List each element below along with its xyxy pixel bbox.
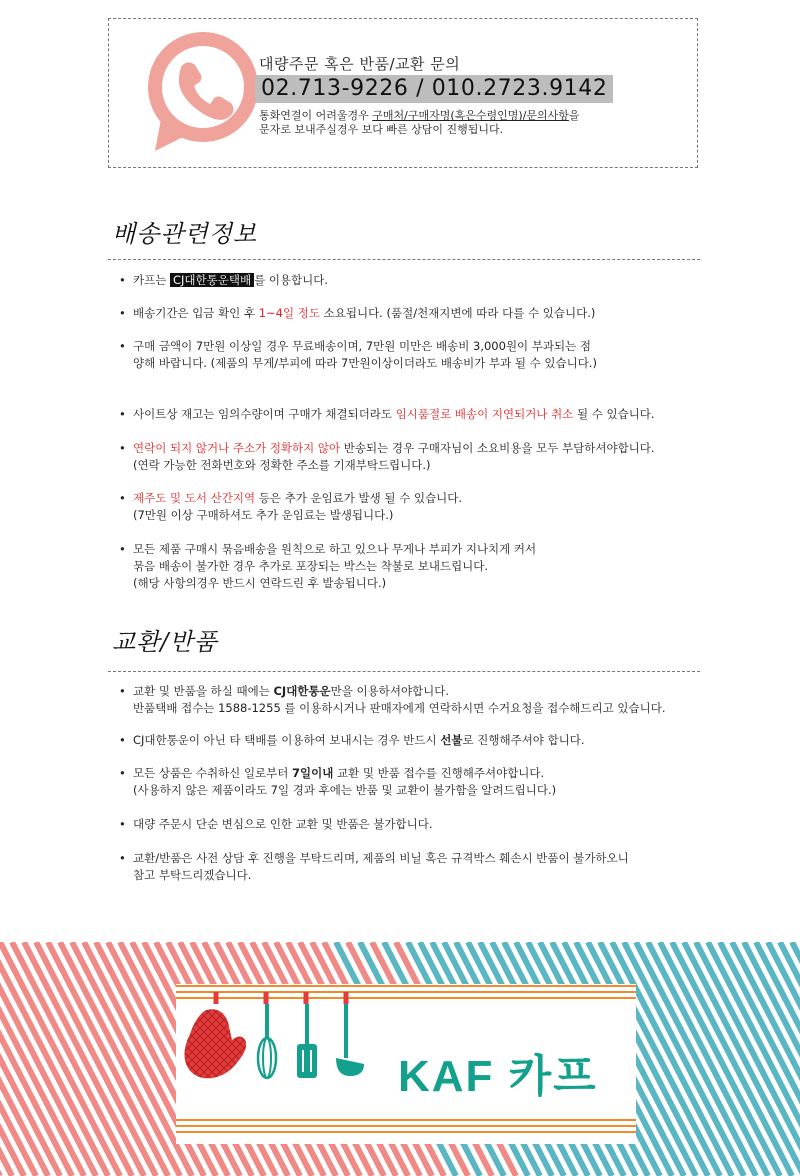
- shipping-heading: 배송관련정보: [112, 220, 258, 248]
- list-text-bold: 선불: [440, 733, 463, 747]
- list-text: 만을 이용하셔야합니다.: [330, 684, 450, 698]
- whisk-icon: [254, 1004, 280, 1080]
- list-text-red: 임시품절로 배송이 지연되거나 취소: [395, 407, 574, 421]
- bullet: •: [119, 766, 126, 780]
- bullet: •: [119, 684, 126, 698]
- list-text: 소요됩니다. (품절/천재지변에 따라 다를 수 있습니다.): [319, 306, 596, 320]
- contact-note-underlined: 구매처/구매자명(혹은수령인명)/문의사항: [372, 109, 569, 122]
- bullet: •: [119, 339, 126, 353]
- list-text: 모든 상품은 수취하신 일로부터: [133, 766, 293, 780]
- list-text-bold: CJ대한통운: [273, 684, 331, 698]
- bullet: •: [119, 491, 126, 505]
- list-text: 묶음 배송이 불가한 경우 추가로 포장되는 박스는 착불로 보내드립니다.: [133, 559, 489, 573]
- list-text-bold: 7일이내: [292, 766, 334, 780]
- list-text: 양해 바랍니다. (제품의 무게/부피에 따라 7만원이상이더라도 배송비가 부과 될 수 있습니다.): [133, 356, 597, 370]
- list-text: 로 진행해주셔야 합니다.: [462, 733, 585, 747]
- bullet: •: [119, 542, 126, 556]
- list-text-red: 제주도 및 도서 산간지역: [133, 491, 256, 505]
- bullet: •: [119, 733, 126, 747]
- bullet: •: [119, 817, 126, 831]
- logo-text: KAF 카프: [398, 1052, 598, 1101]
- contact-title: 대량주문 혹은 반품/교환 문의: [259, 55, 461, 73]
- footer-banner: [0, 942, 800, 1176]
- list-text: 반품택배 접수는 1588-1255 를 이용하시거나 판매자에게 연락하시면 수거요청을 접수해드리고 있습니다.: [133, 701, 666, 715]
- divider: [108, 671, 700, 672]
- list-text: 교환 및 반품 접수를 진행해주셔야합니다.: [333, 766, 545, 780]
- contact-note: [259, 109, 580, 137]
- list-text: (7만원 이상 구매하셔도 추가 운임료는 발생됩니다.): [133, 508, 394, 522]
- logo-card: [176, 984, 636, 1144]
- list-text: 사이트상 재고는 임의수량이며 구매가 채결되더라도: [133, 407, 396, 421]
- courier-highlight: CJ대한통운택배: [170, 273, 254, 287]
- list-text: (사용하지 않은 제품이라도 7일 경과 후에는 반품 및 교환이 불가함을 알려드립니다.): [133, 783, 557, 797]
- list-text: 등은 추가 운임료가 발생 될 수 있습니다.: [255, 491, 463, 505]
- list-text: 구매 금액이 7만원 이상일 경우 무료배송이며, 7만원 미만은 배송비 3,000원이 부과되는 점: [133, 339, 592, 353]
- list-text: 반송되는 경우 구매자님이 소요비용을 모두 부담하셔야합니다.: [340, 441, 655, 455]
- oven-mitt-icon: [184, 1004, 246, 1080]
- bullet: •: [119, 306, 126, 320]
- bullet: •: [119, 851, 126, 865]
- divider: [108, 259, 700, 260]
- bullet: •: [119, 273, 126, 287]
- bullet: •: [119, 441, 126, 455]
- list-text: 교환/반품은 사전 상담 후 진행을 부탁드리며, 제품의 비닐 혹은 규격박스 훼손시 반품이 불가하오니: [133, 851, 629, 865]
- list-text: 를 이용합니다.: [254, 273, 329, 287]
- list-text: 모든 제품 구매시 묶음배송을 원칙으로 하고 있으나 무게나 부피가 지나치게 커서: [133, 542, 537, 556]
- contact-phone-number[interactable]: 02.713-9226 / 010.2723.9142: [255, 75, 613, 103]
- list-text-red: 1~4일 정도: [258, 306, 320, 320]
- contact-note-text: 을: [568, 109, 580, 122]
- list-text: 배송기간은 입금 확인 후: [133, 306, 259, 320]
- phone-chat-icon: [141, 27, 271, 157]
- contact-note-text: 문자로 보내주실경우 보다 빠른 상담이 진행됩니다.: [259, 123, 504, 136]
- spatula-icon: [294, 1004, 320, 1080]
- ladle-icon: [332, 1004, 366, 1080]
- list-text: 교환 및 반품을 하실 때에는: [133, 684, 274, 698]
- contact-box: [108, 18, 698, 168]
- list-text: 대량 주문시 단순 변심으로 인한 교환 및 반품은 불가합니다.: [133, 817, 433, 831]
- list-text: CJ대한통운이 아닌 타 택배를 이용하여 보내시는 경우 반드시: [133, 733, 441, 747]
- contact-note-text: 통화연결이 어려울경우: [259, 109, 373, 122]
- list-text: 될 수 있습니다.: [573, 407, 655, 421]
- list-text: (연락 가능한 전화번호와 정확한 주소를 기재부탁드립니다.): [133, 458, 431, 472]
- bullet: •: [119, 407, 126, 421]
- list-text-red: 연락이 되지 않거나 주소가 정확하지 않아: [133, 441, 341, 455]
- returns-heading: 교환/반품: [112, 628, 218, 656]
- list-text: 참고 부탁드리겠습니다.: [133, 868, 252, 882]
- list-text: 카프는: [133, 273, 170, 287]
- list-text: (해당 사항의경우 반드시 연락드린 후 발송됩니다.): [133, 576, 387, 590]
